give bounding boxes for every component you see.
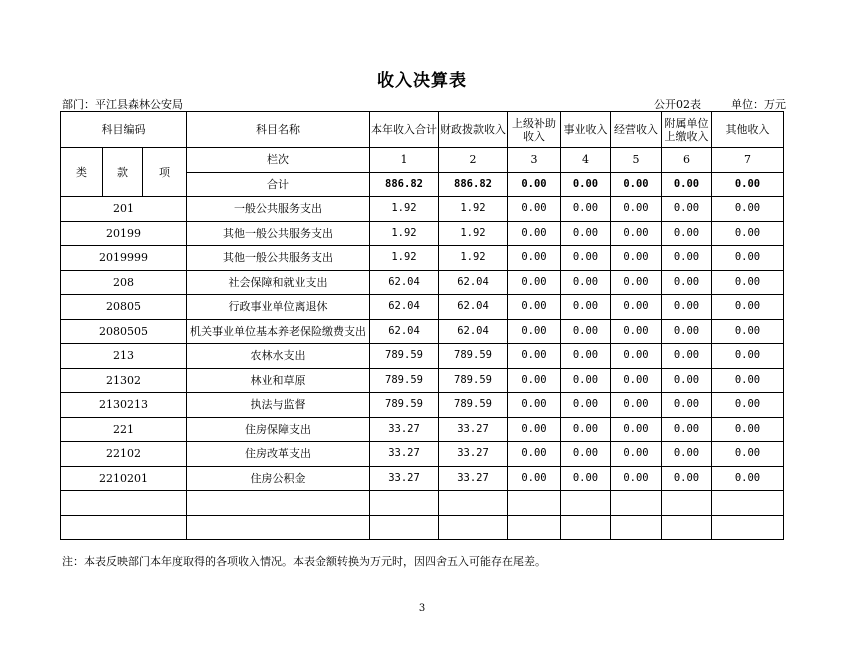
amount-cell: 0.00 xyxy=(508,295,561,320)
subject-code-cell: 20199 xyxy=(61,221,187,246)
amount-cell: 33.27 xyxy=(370,466,439,491)
amount-cell: 0.00 xyxy=(611,368,662,393)
amount-cell: 0.00 xyxy=(662,295,712,320)
amount-cell: 33.27 xyxy=(439,442,508,467)
amount-cell: 33.27 xyxy=(439,466,508,491)
subject-name-cell: 住房改革支出 xyxy=(187,442,370,467)
empty-cell xyxy=(662,515,712,540)
table-row xyxy=(61,270,784,295)
amount-cell: 0.00 xyxy=(508,246,561,271)
table-row xyxy=(61,417,784,442)
header-subject-name: 科目名称 xyxy=(187,112,370,148)
amount-cell: 0.00 xyxy=(561,442,611,467)
header-total-income: 本年收入合计 xyxy=(370,112,439,148)
empty-cell xyxy=(439,515,508,540)
subject-code-cell: 208 xyxy=(61,270,187,295)
subject-code-cell: 2080505 xyxy=(61,319,187,344)
subject-name-cell: 住房公积金 xyxy=(187,466,370,491)
empty-cell xyxy=(611,515,662,540)
header-row xyxy=(61,112,784,148)
total-value: 886.82 xyxy=(439,172,508,197)
amount-cell: 0.00 xyxy=(561,466,611,491)
amount-cell: 33.27 xyxy=(370,417,439,442)
col-number: 6 xyxy=(662,148,712,173)
amount-cell: 0.00 xyxy=(561,393,611,418)
amount-cell: 62.04 xyxy=(439,319,508,344)
amount-cell: 1.92 xyxy=(439,197,508,222)
subject-name-cell: 其他一般公共服务支出 xyxy=(187,221,370,246)
empty-cell xyxy=(611,491,662,516)
amount-cell: 0.00 xyxy=(712,442,784,467)
total-value: 0.00 xyxy=(508,172,561,197)
amount-cell: 0.00 xyxy=(508,466,561,491)
empty-cell xyxy=(370,515,439,540)
amount-cell: 0.00 xyxy=(561,270,611,295)
amount-cell: 62.04 xyxy=(439,295,508,320)
amount-cell: 0.00 xyxy=(561,295,611,320)
amount-cell: 0.00 xyxy=(662,344,712,369)
amount-cell: 0.00 xyxy=(508,197,561,222)
table-row xyxy=(61,466,784,491)
empty-cell xyxy=(712,491,784,516)
empty-cell xyxy=(712,515,784,540)
subject-code-cell: 21302 xyxy=(61,368,187,393)
amount-cell: 0.00 xyxy=(662,319,712,344)
table-row xyxy=(61,393,784,418)
subject-name-cell: 林业和草原 xyxy=(187,368,370,393)
amount-cell: 62.04 xyxy=(370,295,439,320)
column-number-row xyxy=(61,148,784,173)
empty-cell xyxy=(370,491,439,516)
amount-cell: 0.00 xyxy=(611,295,662,320)
subject-name-cell: 行政事业单位离退休 xyxy=(187,295,370,320)
amount-cell: 789.59 xyxy=(370,344,439,369)
amount-cell: 0.00 xyxy=(508,368,561,393)
amount-cell: 1.92 xyxy=(370,197,439,222)
amount-cell: 0.00 xyxy=(561,319,611,344)
amount-cell: 0.00 xyxy=(662,466,712,491)
empty-cell xyxy=(61,491,187,516)
amount-cell: 0.00 xyxy=(712,344,784,369)
amount-cell: 789.59 xyxy=(439,344,508,369)
amount-cell: 0.00 xyxy=(712,417,784,442)
page-number: 3 xyxy=(418,603,426,614)
empty-cell xyxy=(561,491,611,516)
header-kuan: 款 xyxy=(103,148,143,197)
amount-cell: 1.92 xyxy=(370,221,439,246)
amount-cell: 0.00 xyxy=(662,270,712,295)
amount-cell: 0.00 xyxy=(662,368,712,393)
col-number: 2 xyxy=(439,148,508,173)
total-label: 合计 xyxy=(187,172,370,197)
header-superior-subsidy: 上级补助收入 xyxy=(508,112,561,148)
total-value: 0.00 xyxy=(611,172,662,197)
amount-cell: 0.00 xyxy=(561,344,611,369)
amount-cell: 0.00 xyxy=(712,270,784,295)
empty-cell xyxy=(561,515,611,540)
amount-cell: 1.92 xyxy=(439,246,508,271)
subject-code-cell: 20805 xyxy=(61,295,187,320)
amount-cell: 0.00 xyxy=(611,221,662,246)
table-row xyxy=(61,197,784,222)
table-row xyxy=(61,295,784,320)
amount-cell: 0.00 xyxy=(611,344,662,369)
table-row xyxy=(61,221,784,246)
empty-cell xyxy=(61,515,187,540)
amount-cell: 62.04 xyxy=(439,270,508,295)
table-row xyxy=(61,344,784,369)
amount-cell: 0.00 xyxy=(561,417,611,442)
amount-cell: 0.00 xyxy=(561,221,611,246)
amount-cell: 0.00 xyxy=(662,393,712,418)
amount-cell: 0.00 xyxy=(508,417,561,442)
amount-cell: 0.00 xyxy=(712,295,784,320)
amount-cell: 1.92 xyxy=(370,246,439,271)
amount-cell: 0.00 xyxy=(712,466,784,491)
col-number: 7 xyxy=(712,148,784,173)
amount-cell: 0.00 xyxy=(611,197,662,222)
report-title: 收入决算表 xyxy=(377,71,467,91)
amount-cell: 0.00 xyxy=(712,246,784,271)
subject-code-cell: 22102 xyxy=(61,442,187,467)
amount-cell: 62.04 xyxy=(370,270,439,295)
amount-cell: 0.00 xyxy=(662,442,712,467)
amount-cell: 0.00 xyxy=(508,442,561,467)
header-operating-income: 经营收入 xyxy=(611,112,662,148)
amount-cell: 0.00 xyxy=(611,393,662,418)
header-subject-code: 科目编码 xyxy=(61,112,187,148)
subject-name-cell: 社会保障和就业支出 xyxy=(187,270,370,295)
amount-cell: 789.59 xyxy=(439,368,508,393)
subject-code-cell: 221 xyxy=(61,417,187,442)
subject-name-cell: 其他一般公共服务支出 xyxy=(187,246,370,271)
empty-row xyxy=(61,515,784,540)
empty-cell xyxy=(508,491,561,516)
col-number: 4 xyxy=(561,148,611,173)
empty-cell xyxy=(187,491,370,516)
table-row xyxy=(61,368,784,393)
amount-cell: 789.59 xyxy=(370,393,439,418)
table-number: 公开02表 xyxy=(654,98,701,111)
subject-name-cell: 农林水支出 xyxy=(187,344,370,369)
amount-cell: 0.00 xyxy=(561,368,611,393)
amount-cell: 0.00 xyxy=(662,417,712,442)
amount-cell: 0.00 xyxy=(712,197,784,222)
amount-cell: 0.00 xyxy=(712,393,784,418)
row-label-lanci: 栏次 xyxy=(187,148,370,173)
subject-name-cell: 住房保障支出 xyxy=(187,417,370,442)
empty-cell xyxy=(187,515,370,540)
amount-cell: 0.00 xyxy=(508,319,561,344)
amount-cell: 0.00 xyxy=(611,466,662,491)
amount-cell: 0.00 xyxy=(611,246,662,271)
total-value: 0.00 xyxy=(561,172,611,197)
subject-code-cell: 2019999 xyxy=(61,246,187,271)
department-label: 部门：平江县森林公安局 xyxy=(62,98,183,111)
amount-cell: 0.00 xyxy=(508,344,561,369)
amount-cell: 0.00 xyxy=(611,442,662,467)
footnote: 注：本表反映部门本年度取得的各项收入情况。本表金额转换为万元时，因四舍五入可能存在尾差。 xyxy=(62,555,546,568)
subject-name-cell: 机关事业单位基本养老保险缴费支出 xyxy=(187,319,370,344)
subject-code-cell: 213 xyxy=(61,344,187,369)
total-value: 0.00 xyxy=(712,172,784,197)
amount-cell: 0.00 xyxy=(611,270,662,295)
amount-cell: 0.00 xyxy=(662,221,712,246)
amount-cell: 0.00 xyxy=(561,197,611,222)
col-number: 5 xyxy=(611,148,662,173)
amount-cell: 789.59 xyxy=(370,368,439,393)
total-value: 886.82 xyxy=(370,172,439,197)
subject-name-cell: 执法与监督 xyxy=(187,393,370,418)
amount-cell: 0.00 xyxy=(712,221,784,246)
col-number: 1 xyxy=(370,148,439,173)
amount-cell: 0.00 xyxy=(611,417,662,442)
amount-cell: 33.27 xyxy=(439,417,508,442)
total-value: 0.00 xyxy=(662,172,712,197)
income-table xyxy=(60,111,784,540)
unit-label: 单位：万元 xyxy=(731,98,786,111)
table-row xyxy=(61,442,784,467)
empty-row xyxy=(61,491,784,516)
amount-cell: 0.00 xyxy=(508,221,561,246)
subject-code-cell: 2210201 xyxy=(61,466,187,491)
amount-cell: 0.00 xyxy=(508,393,561,418)
amount-cell: 0.00 xyxy=(662,246,712,271)
amount-cell: 0.00 xyxy=(712,368,784,393)
header-business-income: 事业收入 xyxy=(561,112,611,148)
subject-code-cell: 2130213 xyxy=(61,393,187,418)
col-number: 3 xyxy=(508,148,561,173)
amount-cell: 0.00 xyxy=(611,319,662,344)
header-affiliated-income: 附属单位上缴收入 xyxy=(662,112,712,148)
amount-cell: 0.00 xyxy=(561,246,611,271)
header-xiang: 项 xyxy=(143,148,187,197)
amount-cell: 0.00 xyxy=(508,270,561,295)
subject-code-cell: 201 xyxy=(61,197,187,222)
empty-cell xyxy=(508,515,561,540)
empty-cell xyxy=(439,491,508,516)
amount-cell: 0.00 xyxy=(712,319,784,344)
header-other-income: 其他收入 xyxy=(712,112,784,148)
table-row xyxy=(61,246,784,271)
amount-cell: 0.00 xyxy=(662,197,712,222)
amount-cell: 62.04 xyxy=(370,319,439,344)
empty-cell xyxy=(662,491,712,516)
amount-cell: 789.59 xyxy=(439,393,508,418)
amount-cell: 33.27 xyxy=(370,442,439,467)
header-fiscal-income: 财政拨款收入 xyxy=(439,112,508,148)
subject-name-cell: 一般公共服务支出 xyxy=(187,197,370,222)
table-row xyxy=(61,319,784,344)
amount-cell: 1.92 xyxy=(439,221,508,246)
header-lei: 类 xyxy=(61,148,103,197)
